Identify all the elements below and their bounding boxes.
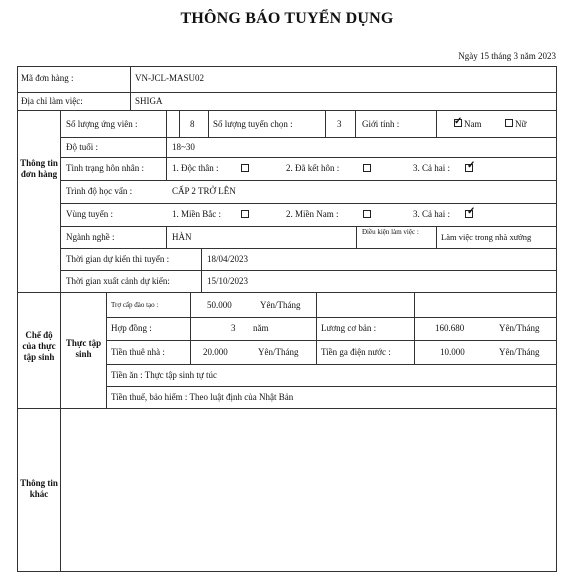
col-divider [130, 66, 131, 110]
col-divider [179, 110, 180, 137]
salary-label: Lương cơ bản : [321, 323, 377, 333]
utility-label: Tiền ga điện nước : [321, 347, 391, 357]
condition-label-text: Điều kiện làm việc : [362, 228, 419, 236]
regime-section-label: Chế độ của thực tập sinh [22, 330, 56, 362]
order-info-section-label: Thông tin đơn hàng [20, 158, 58, 179]
check-mark-icon: ✓ [454, 116, 463, 127]
right-border [556, 66, 557, 572]
region-north-checkbox[interactable] [241, 210, 249, 218]
select-count-value: 3 [337, 119, 342, 129]
col-divider [316, 292, 317, 364]
row-divider [60, 270, 557, 271]
contract-label: Hợp đồng : [111, 323, 152, 333]
order-code-label: Mã đơn hàng : [21, 73, 74, 83]
utility-unit: Yên/Tháng [499, 347, 540, 357]
top-border [17, 66, 557, 67]
region-option-south: 2. Miền Nam : [286, 209, 339, 219]
housing-unit: Yên/Tháng [258, 347, 299, 357]
salary-unit: Yên/Tháng [499, 323, 540, 333]
age-value: 18~30 [172, 142, 195, 152]
issue-date: Ngày 15 tháng 3 năm 2023 [458, 51, 556, 61]
row-divider [60, 226, 557, 227]
row-divider [106, 386, 557, 387]
food-cost-text: Tiền ăn : Thực tập sinh tự túc [111, 370, 218, 380]
row-divider [106, 364, 557, 365]
education-value: CẤP 2 TRỞ LÊN [172, 186, 236, 196]
recruit-count-value: 8 [190, 119, 195, 129]
col-divider [201, 248, 202, 292]
industry-value: HÀN [172, 232, 192, 242]
row-divider [106, 340, 557, 341]
check-mark-icon: ✓ [467, 160, 476, 171]
gender-male-label: Nam [464, 119, 482, 129]
allowance-value: 50.000 [207, 300, 232, 310]
col-divider [414, 292, 415, 364]
col-divider [190, 292, 191, 364]
marital-option-single: 1. Độc thân : [172, 163, 219, 173]
trainee-sub-label: Thực tập sinh [65, 338, 102, 359]
gender-label: Giới tính : [362, 119, 400, 129]
condition-label [362, 228, 434, 236]
row-divider [106, 317, 557, 318]
other-info-section-label: Thông tin khác [20, 478, 58, 499]
location-label: Địa chỉ làm việc: [21, 96, 83, 106]
marital-option-both: 3. Cả hai : [413, 163, 450, 173]
col-divider [166, 110, 167, 180]
region-option-both: 3. Cả hai : [413, 209, 450, 219]
row-divider [17, 92, 557, 93]
gender-female-label: Nữ [515, 119, 527, 129]
age-label: Độ tuổi : [66, 142, 99, 152]
recruit-count-label: Số lượng ứng viên : [66, 119, 138, 129]
col-divider [436, 226, 437, 248]
section-divider [17, 292, 557, 293]
housing-label: Tiền thuê nhà : [111, 347, 165, 357]
marital-option-married: 2. Đã kết hôn : [286, 163, 340, 173]
bottom-border [17, 571, 557, 572]
region-option-north: 1. Miền Bắc : [172, 209, 221, 219]
salary-value: 160.680 [435, 323, 465, 333]
allowance-label: Trợ cấp đào tạo : [111, 301, 159, 309]
location-value: SHIGA [135, 96, 163, 106]
housing-value: 20.000 [203, 347, 228, 357]
col-divider [355, 110, 356, 137]
order-code-value: VN-JCL-MASU02 [135, 73, 205, 83]
col-divider [325, 110, 326, 137]
row-divider [60, 157, 557, 158]
col-divider [208, 110, 209, 137]
row-divider [60, 180, 557, 181]
departure-date-value: 15/10/2023 [207, 276, 249, 286]
row-divider [60, 203, 557, 204]
industry-label: Ngành nghề : [66, 232, 115, 242]
education-label: Trình độ học vấn : [66, 186, 133, 196]
contract-unit: năm [253, 323, 269, 333]
allowance-unit: Yên/Tháng [260, 300, 301, 310]
page-title: THÔNG BÁO TUYỂN DỤNG [180, 10, 394, 27]
region-label: Vùng tuyển : [66, 209, 113, 219]
select-count-label: Số lượng tuyển chọn : [213, 119, 293, 129]
row-divider [17, 110, 557, 111]
col-divider [106, 292, 107, 408]
marital-label: Tình trạng hôn nhân : [66, 163, 144, 173]
gender-female-checkbox[interactable] [505, 119, 513, 127]
marital-single-checkbox[interactable] [241, 164, 249, 172]
tax-insurance-text: Tiền thuế, bảo hiểm : Theo luật định của Nhật Bản [111, 392, 294, 402]
utility-value: 10.000 [440, 347, 465, 357]
check-mark-icon: ✓ [467, 206, 476, 217]
condition-value: Làm việc trong nhà xưởng [441, 232, 532, 242]
row-divider [60, 248, 557, 249]
departure-date-label: Thời gian xuất cảnh dự kiến: [66, 276, 170, 286]
col-divider [436, 110, 437, 137]
col-divider [356, 226, 357, 248]
row-divider [60, 137, 557, 138]
col-divider [166, 226, 167, 248]
exam-date-value: 18/04/2023 [207, 254, 249, 264]
marital-married-checkbox[interactable] [363, 164, 371, 172]
section-divider [17, 408, 557, 409]
region-south-checkbox[interactable] [363, 210, 371, 218]
exam-date-label: Thời gian dự kiến thi tuyển : [66, 254, 170, 264]
contract-value: 3 [231, 323, 236, 333]
